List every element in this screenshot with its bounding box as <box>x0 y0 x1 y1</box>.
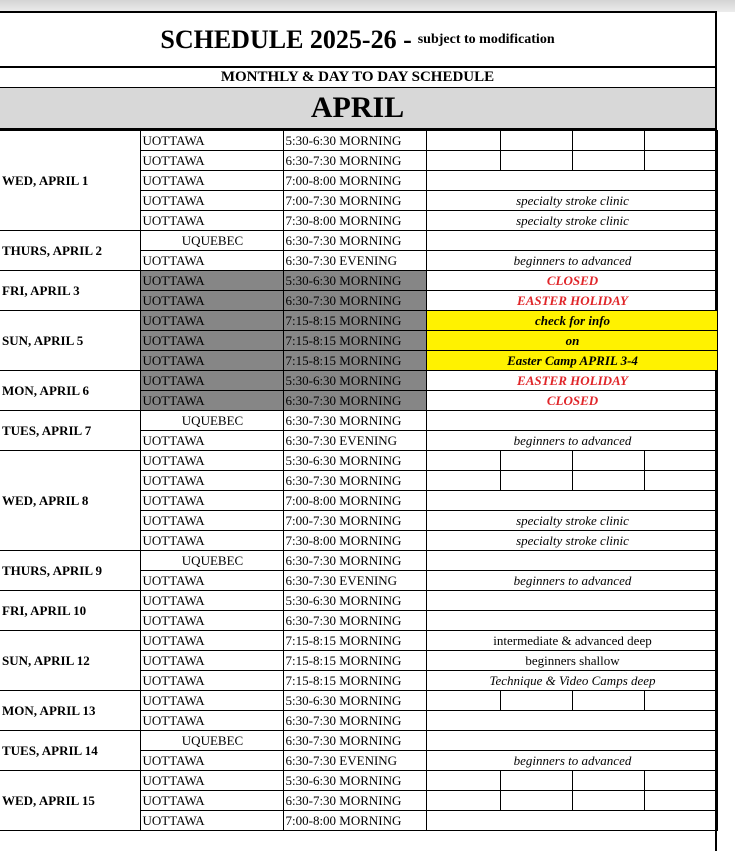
session-note: EASTER HOLIDAY <box>426 291 717 311</box>
session-location: UOTTAWA <box>140 571 283 591</box>
session-location: UOTTAWA <box>140 751 283 771</box>
session-time: 5:30-6:30 MORNING <box>283 771 426 791</box>
schedule-row <box>0 591 717 611</box>
grid-slot <box>429 471 501 490</box>
session-note: EASTER HOLIDAY <box>426 371 717 391</box>
title-qualifier: subject to modification <box>417 31 555 47</box>
session-location: UQUEBEC <box>140 411 283 431</box>
session-location: UOTTAWA <box>140 311 283 331</box>
grid-slot <box>573 791 645 810</box>
session-note: beginners shallow <box>426 651 717 671</box>
page-title: SCHEDULE 2025-26 - <box>160 24 412 54</box>
schedule-table <box>0 130 718 831</box>
grid-slot <box>645 131 716 150</box>
session-time: 7:15-8:15 MORNING <box>283 631 426 651</box>
session-time: 7:00-8:00 MORNING <box>283 491 426 511</box>
session-note-grid <box>426 791 717 811</box>
session-location: UOTTAWA <box>140 811 283 831</box>
session-location: UOTTAWA <box>140 451 283 471</box>
session-time: 6:30-7:30 MORNING <box>283 291 426 311</box>
schedule-row <box>0 691 717 711</box>
session-time: 6:30-7:30 EVENING <box>283 251 426 271</box>
schedule-row <box>0 451 717 471</box>
session-time: 6:30-7:30 MORNING <box>283 711 426 731</box>
session-note <box>426 171 717 191</box>
session-note-grid <box>426 451 717 471</box>
session-location: UOTTAWA <box>140 171 283 191</box>
session-note: on <box>426 331 717 351</box>
session-location: UOTTAWA <box>140 631 283 651</box>
session-location: UOTTAWA <box>140 251 283 271</box>
session-location: UOTTAWA <box>140 131 283 151</box>
session-time: 7:30-8:00 MORNING <box>283 531 426 551</box>
grid-slot <box>429 131 501 150</box>
grid-slot <box>645 451 716 470</box>
session-note <box>426 591 717 611</box>
title-row <box>0 13 717 68</box>
grid-slot <box>645 791 716 810</box>
session-note <box>426 611 717 631</box>
grid-slot <box>573 771 645 790</box>
session-note <box>426 491 717 511</box>
session-note: specialty stroke clinic <box>426 531 717 551</box>
schedule-row <box>0 271 717 291</box>
session-location: UQUEBEC <box>140 551 283 571</box>
session-note: Technique & Video Camps deep <box>426 671 717 691</box>
grid-slot <box>501 471 573 490</box>
session-time: 6:30-7:30 MORNING <box>283 551 426 571</box>
grid-slot <box>501 131 573 150</box>
session-note-grid <box>426 771 717 791</box>
session-location: UOTTAWA <box>140 271 283 291</box>
day-label: WED, APRIL 8 <box>0 451 140 551</box>
session-location: UOTTAWA <box>140 291 283 311</box>
session-time: 5:30-6:30 MORNING <box>283 271 426 291</box>
session-time: 7:00-8:00 MORNING <box>283 811 426 831</box>
session-note: intermediate & advanced deep <box>426 631 717 651</box>
session-time: 7:00-8:00 MORNING <box>283 171 426 191</box>
grid-slot <box>645 471 716 490</box>
day-label: THURS, APRIL 9 <box>0 551 140 591</box>
session-time: 7:00-7:30 MORNING <box>283 191 426 211</box>
session-location: UOTTAWA <box>140 791 283 811</box>
session-note-grid <box>426 471 717 491</box>
session-note: specialty stroke clinic <box>426 191 717 211</box>
session-note: Easter Camp APRIL 3-4 <box>426 351 717 371</box>
grid-slot <box>429 771 501 790</box>
session-time: 6:30-7:30 MORNING <box>283 391 426 411</box>
session-time: 5:30-6:30 MORNING <box>283 371 426 391</box>
session-note: specialty stroke clinic <box>426 511 717 531</box>
session-note-grid <box>426 131 717 151</box>
session-note <box>426 231 717 251</box>
session-time: 7:15-8:15 MORNING <box>283 671 426 691</box>
day-label: SUN, APRIL 12 <box>0 631 140 691</box>
month-heading: APRIL <box>0 88 717 130</box>
grid-slot <box>645 771 716 790</box>
session-location: UOTTAWA <box>140 591 283 611</box>
session-time: 6:30-7:30 MORNING <box>283 411 426 431</box>
session-note: beginners to advanced <box>426 251 717 271</box>
session-time: 6:30-7:30 MORNING <box>283 231 426 251</box>
session-time: 7:15-8:15 MORNING <box>283 331 426 351</box>
session-location: UOTTAWA <box>140 511 283 531</box>
session-location: UOTTAWA <box>140 471 283 491</box>
session-note <box>426 811 717 831</box>
day-label: MON, APRIL 6 <box>0 371 140 411</box>
grid-slot <box>645 151 716 170</box>
grid-slot <box>573 151 645 170</box>
day-label: FRI, APRIL 10 <box>0 591 140 631</box>
schedule-row <box>0 131 717 151</box>
subtitle: MONTHLY & DAY TO DAY SCHEDULE <box>0 68 717 88</box>
session-location: UOTTAWA <box>140 431 283 451</box>
session-location: UOTTAWA <box>140 651 283 671</box>
session-location: UOTTAWA <box>140 151 283 171</box>
schedule-row <box>0 371 717 391</box>
schedule-row <box>0 231 717 251</box>
session-time: 6:30-7:30 EVENING <box>283 571 426 591</box>
session-time: 6:30-7:30 MORNING <box>283 611 426 631</box>
grid-slot <box>429 691 501 710</box>
session-location: UOTTAWA <box>140 611 283 631</box>
session-location: UOTTAWA <box>140 391 283 411</box>
schedule-row <box>0 731 717 751</box>
session-note: beginners to advanced <box>426 571 717 591</box>
session-location: UOTTAWA <box>140 671 283 691</box>
session-time: 6:30-7:30 MORNING <box>283 151 426 171</box>
grid-slot <box>645 691 716 710</box>
session-time: 5:30-6:30 MORNING <box>283 691 426 711</box>
session-location: UOTTAWA <box>140 211 283 231</box>
session-location: UOTTAWA <box>140 771 283 791</box>
session-note-grid <box>426 691 717 711</box>
session-time: 6:30-7:30 MORNING <box>283 731 426 751</box>
grid-slot <box>501 691 573 710</box>
grid-slot <box>573 131 645 150</box>
session-time: 5:30-6:30 MORNING <box>283 591 426 611</box>
session-location: UOTTAWA <box>140 491 283 511</box>
grid-slot <box>501 791 573 810</box>
session-time: 7:00-7:30 MORNING <box>283 511 426 531</box>
day-label: MON, APRIL 13 <box>0 691 140 731</box>
grid-slot <box>429 451 501 470</box>
grid-slot <box>573 471 645 490</box>
day-label: FRI, APRIL 3 <box>0 271 140 311</box>
day-label: TUES, APRIL 7 <box>0 411 140 451</box>
session-time: 6:30-7:30 EVENING <box>283 431 426 451</box>
session-location: UOTTAWA <box>140 531 283 551</box>
session-note <box>426 731 717 751</box>
session-location: UOTTAWA <box>140 331 283 351</box>
day-label: SUN, APRIL 5 <box>0 311 140 371</box>
session-time: 6:30-7:30 EVENING <box>283 751 426 771</box>
session-time: 6:30-7:30 MORNING <box>283 791 426 811</box>
session-note: CLOSED <box>426 391 717 411</box>
schedule-row <box>0 631 717 651</box>
day-label: THURS, APRIL 2 <box>0 231 140 271</box>
grid-slot <box>501 451 573 470</box>
day-label: TUES, APRIL 14 <box>0 731 140 771</box>
session-note: beginners to advanced <box>426 751 717 771</box>
grid-slot <box>501 151 573 170</box>
grid-slot <box>429 151 501 170</box>
session-note <box>426 411 717 431</box>
session-location: UOTTAWA <box>140 191 283 211</box>
session-location: UQUEBEC <box>140 231 283 251</box>
session-location: UOTTAWA <box>140 371 283 391</box>
session-time: 7:30-8:00 MORNING <box>283 211 426 231</box>
grid-slot <box>573 691 645 710</box>
session-note: specialty stroke clinic <box>426 211 717 231</box>
session-note: check for info <box>426 311 717 331</box>
session-note: CLOSED <box>426 271 717 291</box>
session-time: 7:15-8:15 MORNING <box>283 351 426 371</box>
session-location: UOTTAWA <box>140 711 283 731</box>
schedule-row <box>0 411 717 431</box>
session-note: beginners to advanced <box>426 431 717 451</box>
session-location: UOTTAWA <box>140 691 283 711</box>
grid-slot <box>429 791 501 810</box>
session-time: 7:15-8:15 MORNING <box>283 651 426 671</box>
schedule-row <box>0 771 717 791</box>
day-label: WED, APRIL 15 <box>0 771 140 831</box>
schedule-row <box>0 311 717 331</box>
session-location: UQUEBEC <box>140 731 283 751</box>
session-time: 7:15-8:15 MORNING <box>283 311 426 331</box>
session-note <box>426 551 717 571</box>
session-time: 5:30-6:30 MORNING <box>283 131 426 151</box>
session-note <box>426 711 717 731</box>
session-time: 5:30-6:30 MORNING <box>283 451 426 471</box>
session-time: 6:30-7:30 MORNING <box>283 471 426 491</box>
schedule-row <box>0 551 717 571</box>
day-label: WED, APRIL 1 <box>0 131 140 231</box>
session-note-grid <box>426 151 717 171</box>
session-location: UOTTAWA <box>140 351 283 371</box>
grid-slot <box>573 451 645 470</box>
grid-slot <box>501 771 573 790</box>
